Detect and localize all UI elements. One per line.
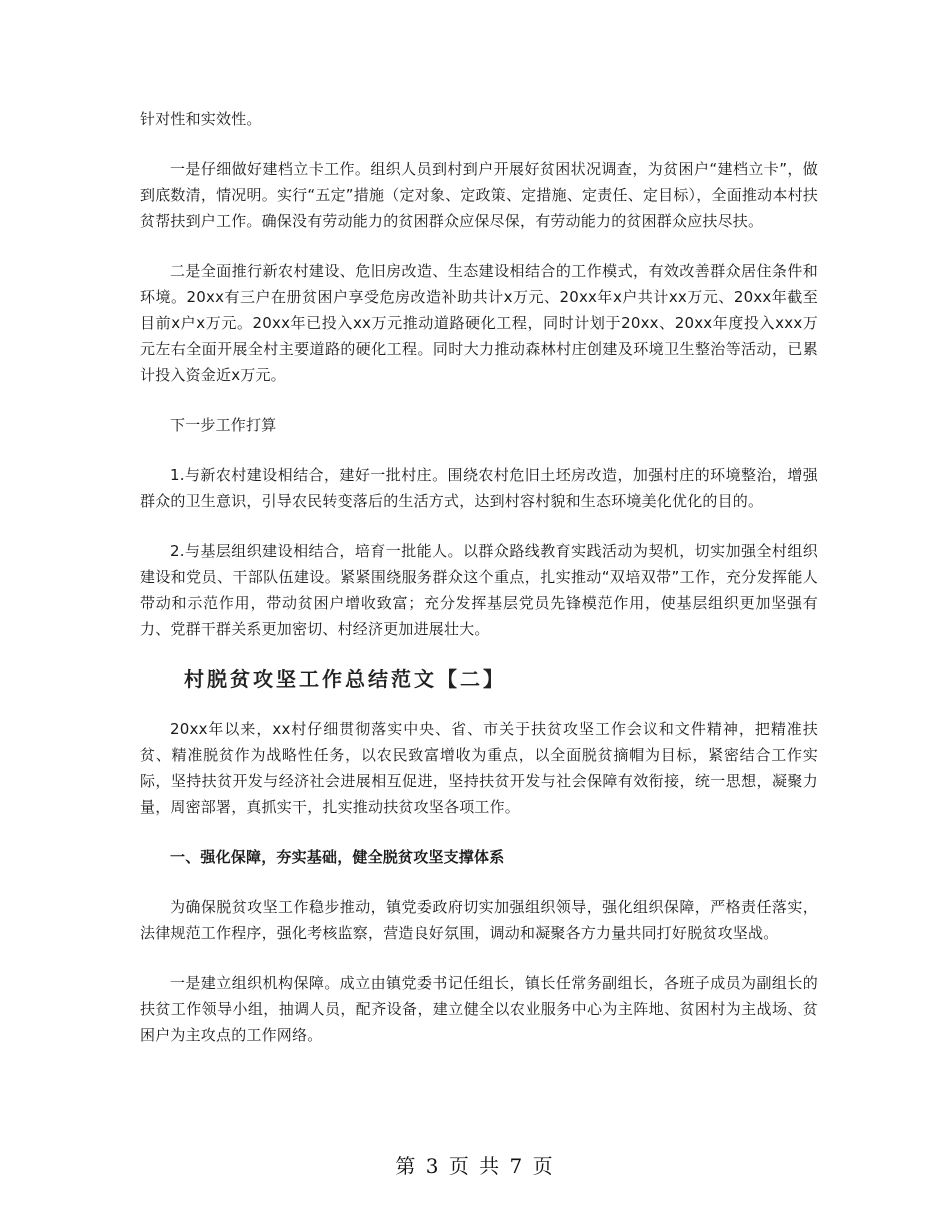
paragraph-new-village: 二是全面推行新农村建设、危旧房改造、生态建设相结合的工作模式，有效改善群众居住条件和环境。20xx有三户在册贫困户享受危房改造补助共计x万元、20xx年x户共计xx万元、20xx年截至目前x户x万元。20xx年已投入xx万元推动道路硬化工程，同时计划于20xx、20xx年度投入xxx万元左右全面开展全村主要道路的硬化工程。同时大力推动森林村庄创建及环境卫生整治等活动，已累计投入资金近x万元。 [140,262,818,384]
paragraph-organization: 一是建立组织机构保障。成立由镇党委书记任组长，镇长任常务副组长，各班子成员为副组长的扶贫工作领导小组，抽调人员，配齐设备，建立健全以农业服务中心为主阵地、贫困村为主战场、贫困户为主攻点的工作网络。 [140,974,818,1044]
paragraph-intro: 20xx年以来，xx村仔细贯彻落实中央、省、市关于扶贫攻坚工作会议和文件精神，把精准扶贫、精准脱贫作为战略性任务，以农民致富增收为重点，以全面脱贫摘帽为目标，紧密结合工作实际，坚持扶贫开发与经济社会进展相互促进，坚持扶贫开发与社会保障有效衔接，统一思想，凝聚力量，周密部署，真抓实干，扎实推动扶贫攻坚各项工作。 [140,720,818,816]
section-heading: 村脱贫攻坚工作总结范文【二】 [184,667,506,691]
paragraph-next-steps-title: 下一步工作打算 [170,416,277,434]
page-number: 第 3 页 共 7 页 [395,1154,555,1178]
paragraph-item-2: 2.与基层组织建设相结合，培育一批能人。以群众路线教育实践活动为契机，切实加强全村组织建设和党员、干部队伍建设。紧紧围绕服务群众这个重点，扎实推动“双培双带”工作，充分发挥能人带动和示范作用，带动贫困户增收致富；充分发挥基层党员先锋模范作用，使基层组织更加坚强有力、党群干群关系更加密切、村经济更加进展壮大。 [140,542,818,638]
paragraph-guarantee: 为确保脱贫攻坚工作稳步推动，镇党委政府切实加强组织领导，强化组织保障，严格责任落实，法律规范工作程序，强化考核监察，营造良好氛围，调动和凝聚各方力量共同打好脱贫攻坚战。 [140,898,818,942]
paragraph-subheading: 一、强化保障，夯实基础，健全脱贫攻坚支撑体系 [170,848,505,866]
document-body [140,106,818,1048]
paragraph-archiving: 一是仔细做好建档立卡工作。组织人员到村到户开展好贫困状况调查，为贫困户“建档立卡”，做到底数清，情况明。实行“五定”措施（定对象、定政策、定措施、定责任、定目标），全面推动本村扶贫帮扶到户工作。确保没有劳动能力的贫困群众应保尽保，有劳动能力的贫困群众应扶尽扶。 [140,160,818,230]
paragraph-continuation: 针对性和实效性。 [140,110,262,128]
paragraph-item-1: 1.与新农村建设相结合，建好一批村庄。围绕农村危旧土坯房改造，加强村庄的环境整治，增强群众的卫生意识，引导农民转变落后的生活方式，达到村容村貌和生态环境美化优化的目的。 [140,466,818,510]
